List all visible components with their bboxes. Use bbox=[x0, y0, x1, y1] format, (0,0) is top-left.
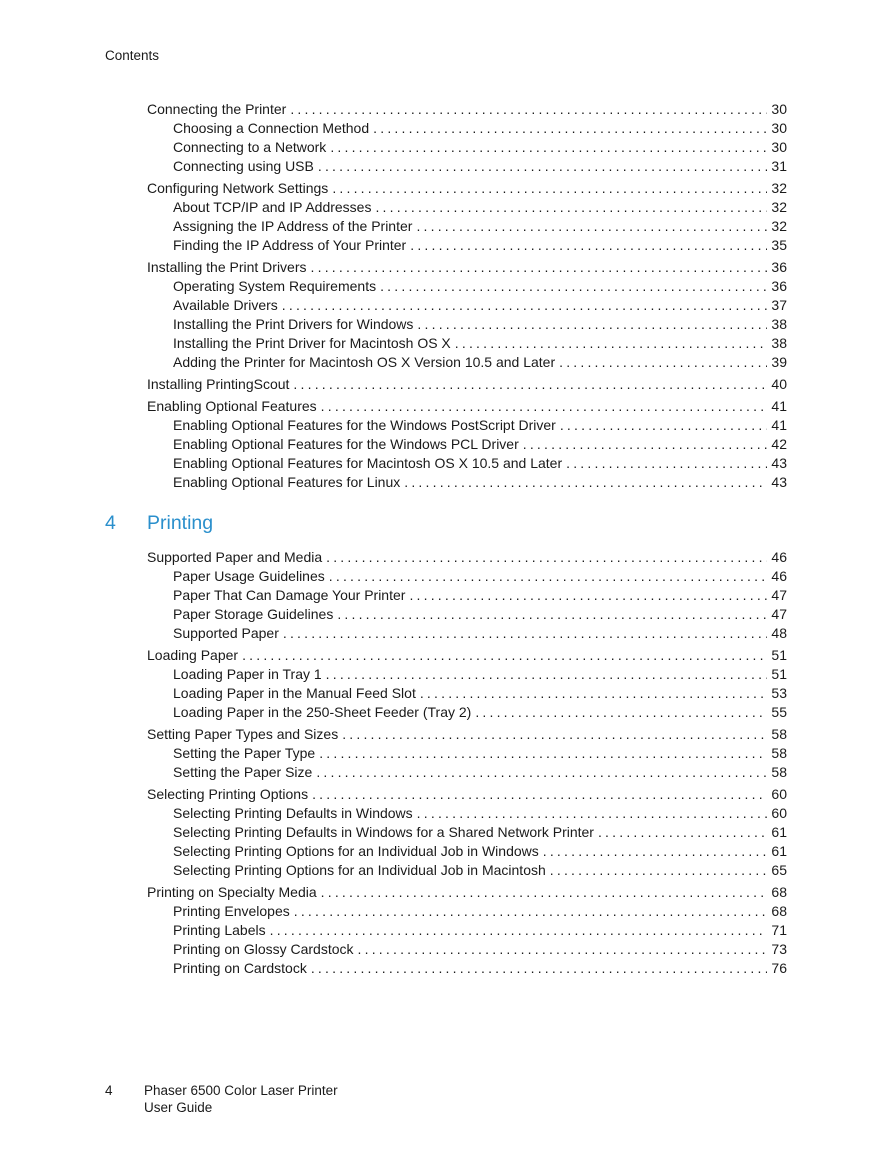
toc-leader-dots bbox=[598, 823, 767, 842]
toc-entry[interactable] bbox=[173, 473, 787, 492]
toc-entry-page: 41 bbox=[771, 417, 787, 433]
toc-entry-page: 55 bbox=[771, 704, 787, 720]
toc-entry-title: Printing on Specialty Media bbox=[147, 884, 317, 900]
toc-entry[interactable] bbox=[147, 100, 787, 119]
toc-leader-dots bbox=[312, 785, 767, 804]
toc-entry-page: 41 bbox=[771, 398, 787, 414]
toc-entry-page: 31 bbox=[771, 158, 787, 174]
toc-entry-page: 76 bbox=[771, 960, 787, 976]
toc-entry-page: 47 bbox=[771, 587, 787, 603]
toc-entry[interactable] bbox=[147, 397, 787, 416]
toc-entry-page: 37 bbox=[771, 297, 787, 313]
toc-entry-page: 36 bbox=[771, 278, 787, 294]
toc-leader-dots bbox=[409, 586, 767, 605]
toc-entry-title: Adding the Printer for Macintosh OS X Version 10.5 and Later bbox=[173, 354, 556, 370]
toc-entry[interactable] bbox=[173, 198, 787, 217]
toc-leader-dots bbox=[283, 624, 768, 643]
toc-entry-page: 60 bbox=[771, 805, 787, 821]
toc-entry[interactable] bbox=[147, 725, 787, 744]
toc-entry-title: Selecting Printing Options for an Individual Job in Windows bbox=[173, 843, 539, 859]
toc-entry-page: 68 bbox=[771, 884, 787, 900]
toc-entry[interactable] bbox=[147, 258, 787, 277]
toc-leader-dots bbox=[560, 416, 768, 435]
toc-entry[interactable] bbox=[173, 902, 787, 921]
toc-entry[interactable] bbox=[173, 804, 787, 823]
toc-entry[interactable] bbox=[173, 921, 787, 940]
toc-entry-page: 38 bbox=[771, 316, 787, 332]
toc-entry-page: 58 bbox=[771, 764, 787, 780]
toc-leader-dots bbox=[410, 236, 767, 255]
toc-leader-dots bbox=[329, 567, 768, 586]
toc-leader-dots bbox=[321, 883, 768, 902]
toc-entry-title: Available Drivers bbox=[173, 297, 278, 313]
toc-leader-dots bbox=[282, 296, 768, 315]
toc-entry[interactable] bbox=[147, 375, 787, 394]
toc-leader-dots bbox=[311, 959, 768, 978]
toc-entry-page: 39 bbox=[771, 354, 787, 370]
toc-entry[interactable] bbox=[147, 883, 787, 902]
toc-entry[interactable] bbox=[173, 744, 787, 763]
toc-entry-title: Supported Paper and Media bbox=[147, 549, 323, 565]
toc-entry-title: Choosing a Connection Method bbox=[173, 120, 370, 136]
toc-entry[interactable] bbox=[147, 646, 787, 665]
toc-entry-title: Operating System Requirements bbox=[173, 278, 377, 294]
toc-entry-page: 30 bbox=[771, 139, 787, 155]
toc-entry[interactable] bbox=[173, 277, 787, 296]
toc-leader-dots bbox=[417, 804, 768, 823]
toc-entry-page: 35 bbox=[771, 237, 787, 253]
toc-entry[interactable] bbox=[173, 665, 787, 684]
toc-entry-page: 40 bbox=[771, 376, 787, 392]
toc-entry-title: Installing PrintingScout bbox=[147, 376, 290, 392]
footer-page-number: 4 bbox=[105, 1083, 113, 1098]
toc-entry-page: 32 bbox=[771, 180, 787, 196]
toc-entry[interactable] bbox=[173, 861, 787, 880]
toc-entry-page: 60 bbox=[771, 786, 787, 802]
toc-entry-page: 68 bbox=[771, 903, 787, 919]
toc-entry-title: Paper Storage Guidelines bbox=[173, 606, 334, 622]
toc-leader-dots bbox=[416, 217, 767, 236]
toc-entry-page: 46 bbox=[771, 568, 787, 584]
toc-entry-page: 43 bbox=[771, 474, 787, 490]
toc-entry[interactable] bbox=[173, 296, 787, 315]
toc-leader-dots bbox=[342, 725, 767, 744]
toc-entry-title: Enabling Optional Features for the Windows PostScript Driver bbox=[173, 417, 556, 433]
toc-entry-page: 32 bbox=[771, 218, 787, 234]
toc-entry-title: Loading Paper in the 250-Sheet Feeder (Tray 2) bbox=[173, 704, 472, 720]
toc-leader-dots bbox=[332, 179, 767, 198]
toc-entry[interactable] bbox=[173, 217, 787, 236]
toc-entry-title: Printing on Cardstock bbox=[173, 960, 307, 976]
toc-entry-title: Enabling Optional Features for Macintosh OS X 10.5 and Later bbox=[173, 455, 563, 471]
toc-leader-dots bbox=[523, 435, 768, 454]
toc-leader-dots bbox=[455, 334, 768, 353]
toc-entry[interactable] bbox=[173, 334, 787, 353]
toc-entry[interactable] bbox=[147, 548, 787, 567]
toc-entry[interactable] bbox=[173, 567, 787, 586]
toc-leader-dots bbox=[270, 921, 768, 940]
toc-entry-title: Setting Paper Types and Sizes bbox=[147, 726, 339, 742]
toc-entry[interactable] bbox=[147, 785, 787, 804]
toc-entry-title: Paper That Can Damage Your Printer bbox=[173, 587, 406, 603]
toc-entry-page: 73 bbox=[771, 941, 787, 957]
toc-entry-page: 30 bbox=[771, 101, 787, 117]
toc-entry[interactable] bbox=[173, 763, 787, 782]
toc-entry[interactable] bbox=[147, 179, 787, 198]
toc-entry-title: Loading Paper in the Manual Feed Slot bbox=[173, 685, 416, 701]
toc-entry[interactable] bbox=[173, 940, 787, 959]
toc-entry-page: 43 bbox=[771, 455, 787, 471]
footer-document-name: User Guide bbox=[144, 1100, 213, 1115]
toc-entry[interactable] bbox=[173, 624, 787, 643]
toc-entry-page: 47 bbox=[771, 606, 787, 622]
toc-entry-title: Selecting Printing Defaults in Windows for a Shared Network Printer bbox=[173, 824, 594, 840]
toc-entry-title: Installing the Print Drivers bbox=[147, 259, 307, 275]
toc-leader-dots bbox=[311, 258, 768, 277]
toc-entry[interactable] bbox=[173, 138, 787, 157]
toc-leader-dots bbox=[373, 119, 767, 138]
toc-entry[interactable] bbox=[173, 236, 787, 255]
toc-entry-title: Configuring Network Settings bbox=[147, 180, 329, 196]
toc-entry-title: About TCP/IP and IP Addresses bbox=[173, 199, 372, 215]
toc-leader-dots bbox=[417, 315, 767, 334]
toc-entry-page: 61 bbox=[771, 824, 787, 840]
toc-entry-page: 65 bbox=[771, 862, 787, 878]
toc-entry[interactable] bbox=[173, 353, 787, 372]
chapter-title: Printing bbox=[147, 512, 214, 534]
toc-entry[interactable] bbox=[173, 315, 787, 334]
footer-product-name: Phaser 6500 Color Laser Printer bbox=[144, 1083, 338, 1098]
toc-leader-dots bbox=[550, 861, 768, 880]
toc-entry-page: 46 bbox=[771, 549, 787, 565]
toc-entry-title: Printing Envelopes bbox=[173, 903, 290, 919]
toc-leader-dots bbox=[330, 138, 767, 157]
toc-entry[interactable] bbox=[173, 605, 787, 624]
toc-entry[interactable] bbox=[173, 684, 787, 703]
toc-leader-dots bbox=[420, 684, 768, 703]
toc-entry-title: Connecting the Printer bbox=[147, 101, 287, 117]
toc-leader-dots bbox=[293, 375, 767, 394]
toc-entry-page: 53 bbox=[771, 685, 787, 701]
toc-entry-title: Enabling Optional Features for Linux bbox=[173, 474, 401, 490]
toc-leader-dots bbox=[318, 157, 768, 176]
toc-entry-page: 51 bbox=[771, 666, 787, 682]
chapter-heading bbox=[105, 512, 213, 535]
toc-entry-title: Connecting using USB bbox=[173, 158, 314, 174]
toc-entry-title: Selecting Printing Options for an Individual Job in Macintosh bbox=[173, 862, 546, 878]
toc-entry-page: 58 bbox=[771, 726, 787, 742]
toc-entry-title: Enabling Optional Features for the Windows PCL Driver bbox=[173, 436, 519, 452]
toc-entry[interactable] bbox=[173, 454, 787, 473]
toc-leader-dots bbox=[326, 665, 768, 684]
toc-entry-title: Loading Paper in Tray 1 bbox=[173, 666, 322, 682]
toc-entry-title: Enabling Optional Features bbox=[147, 398, 317, 414]
toc-leader-dots bbox=[375, 198, 767, 217]
toc-leader-dots bbox=[294, 902, 768, 921]
toc-leader-dots bbox=[319, 744, 767, 763]
toc-leader-dots bbox=[337, 605, 767, 624]
toc-entry-title: Loading Paper bbox=[147, 647, 239, 663]
toc-leader-dots bbox=[242, 646, 767, 665]
toc-entry[interactable] bbox=[173, 586, 787, 605]
toc-entry-title: Printing Labels bbox=[173, 922, 266, 938]
toc-entry-title: Selecting Printing Options bbox=[147, 786, 309, 802]
toc-entry-title: Connecting to a Network bbox=[173, 139, 327, 155]
toc-entry[interactable] bbox=[173, 416, 787, 435]
toc-leader-dots bbox=[290, 100, 767, 119]
toc-entry[interactable] bbox=[173, 959, 787, 978]
toc-leader-dots bbox=[316, 763, 767, 782]
toc-entry[interactable] bbox=[173, 157, 787, 176]
toc-leader-dots bbox=[543, 842, 768, 861]
chapter-number: 4 bbox=[105, 512, 116, 534]
toc-entry-page: 30 bbox=[771, 120, 787, 136]
toc-entry[interactable] bbox=[173, 435, 787, 454]
toc-entry-page: 38 bbox=[771, 335, 787, 351]
toc-leader-dots bbox=[358, 940, 768, 959]
toc-entry-title: Selecting Printing Defaults in Windows bbox=[173, 805, 413, 821]
toc-entry-page: 32 bbox=[771, 199, 787, 215]
toc-leader-dots bbox=[475, 703, 767, 722]
toc-entry-page: 48 bbox=[771, 625, 787, 641]
toc-entry-title: Setting the Paper Type bbox=[173, 745, 316, 761]
toc-entry-title: Assigning the IP Address of the Printer bbox=[173, 218, 413, 234]
toc-entry-page: 61 bbox=[771, 843, 787, 859]
toc-entry-page: 58 bbox=[771, 745, 787, 761]
toc-entry-title: Setting the Paper Size bbox=[173, 764, 313, 780]
toc-entry[interactable] bbox=[173, 119, 787, 138]
toc-entry-title: Paper Usage Guidelines bbox=[173, 568, 325, 584]
toc-leader-dots bbox=[380, 277, 767, 296]
toc-entry[interactable] bbox=[173, 823, 787, 842]
toc-leader-dots bbox=[566, 454, 767, 473]
page-header: Contents bbox=[105, 48, 160, 63]
toc-entry-page: 42 bbox=[771, 436, 787, 452]
toc-entry-page: 71 bbox=[771, 922, 787, 938]
toc-leader-dots bbox=[559, 353, 767, 372]
toc-leader-dots bbox=[326, 548, 767, 567]
toc-entry-title: Installing the Print Drivers for Windows bbox=[173, 316, 414, 332]
toc-entry-title: Printing on Glossy Cardstock bbox=[173, 941, 354, 957]
toc-entry[interactable] bbox=[173, 842, 787, 861]
toc-entry-title: Finding the IP Address of Your Printer bbox=[173, 237, 407, 253]
toc-leader-dots bbox=[404, 473, 767, 492]
toc-entry-page: 36 bbox=[771, 259, 787, 275]
toc-entry[interactable] bbox=[173, 703, 787, 722]
toc-entry-page: 51 bbox=[771, 647, 787, 663]
toc-entry-title: Supported Paper bbox=[173, 625, 279, 641]
toc-entry-title: Installing the Print Driver for Macintosh OS X bbox=[173, 335, 451, 351]
toc-leader-dots bbox=[321, 397, 768, 416]
